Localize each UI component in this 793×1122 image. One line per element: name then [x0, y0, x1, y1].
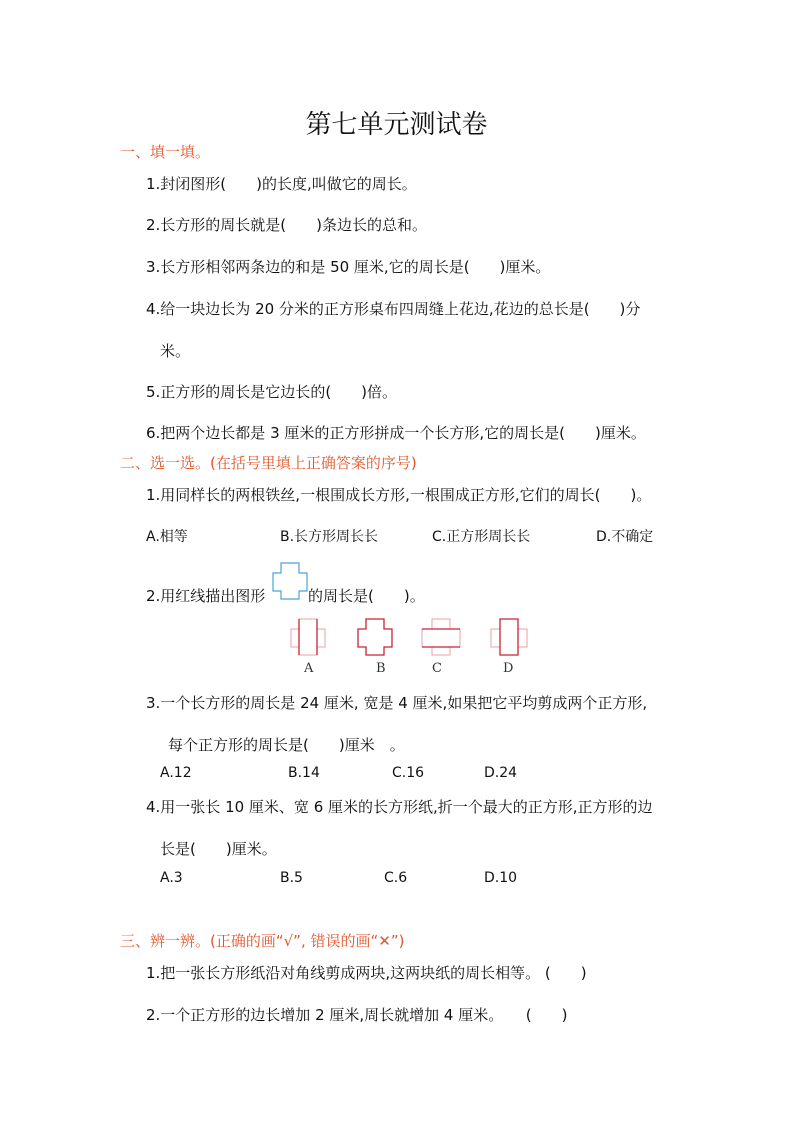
s2-q4-option-a: A.3 [160, 870, 183, 886]
s2-q3-option-b: B.14 [288, 765, 320, 781]
section2-heading: 二、选一选。(在括号里填上正确答案的序号) [120, 454, 417, 472]
figure-option-d [490, 618, 528, 656]
s2-q1-option-a: A.相等 [146, 529, 188, 545]
s2-question-3-line2: 每个正方形的周长是( )厘米 。 [168, 736, 405, 754]
s2-question-3-line1: 3.一个长方形的周长是 24 厘米, 宽是 4 厘米,如果把它平均剪成两个正方形, [146, 694, 648, 712]
s2-q3-option-d: D.24 [484, 765, 518, 781]
s1-question-3: 3.长方形相邻两条边的和是 50 厘米,它的周长是( )厘米。 [146, 258, 551, 276]
s3-question-1: 1.把一张长方形纸沿对角线剪成两块,这两块纸的周长相等。 ( ) [146, 964, 587, 982]
s1-question-6: 6.把两个边长都是 3 厘米的正方形拼成一个长方形,它的周长是( )厘米。 [146, 424, 646, 442]
figure-label-c: C [432, 661, 442, 676]
figure-option-a [290, 618, 326, 656]
s1-question-1: 1.封闭图形( )的长度,叫做它的周长。 [146, 175, 417, 193]
page-title: 第七单元测试卷 [305, 110, 488, 140]
s2-question-4-line2: 长是( )厘米。 [160, 840, 277, 858]
s2-question-1: 1.用同样长的两根铁丝,一根围成长方形,一根围成正方形,它们的周长( )。 [146, 486, 652, 504]
s1-question-5: 5.正方形的周长是它边长的( )倍。 [146, 383, 398, 401]
s1-question-2: 2.长方形的周长就是( )条边长的总和。 [146, 216, 428, 234]
s2-question-2-suffix: 的周长是( )。 [308, 587, 425, 605]
figure-option-b [357, 618, 393, 656]
s2-question-4-line1: 4.用一张长 10 厘米、宽 6 厘米的长方形纸,折一个最大的正方形,正方形的边 [146, 798, 653, 816]
section1-heading: 一、填一填。 [120, 143, 211, 161]
s2-q4-option-d: D.10 [484, 870, 518, 886]
section3-heading: 三、辨一辨。(正确的画“√”, 错误的画“✕”) [120, 932, 405, 950]
s2-q3-option-a: A.12 [160, 765, 192, 781]
figure-label-d: D [503, 661, 514, 676]
s2-q4-option-c: C.6 [384, 870, 408, 886]
figure-option-c [421, 618, 461, 656]
s2-q1-option-b: B.长方形周长长 [280, 529, 379, 545]
s1-question-4-line2: 米。 [160, 342, 191, 360]
s3-question-2: 2.一个正方形的边长增加 2 厘米,周长就增加 4 厘米。 ( ) [146, 1006, 568, 1024]
s2-question-2-prefix: 2.用红线描出图形 [146, 587, 266, 605]
s2-q3-option-c: C.16 [392, 765, 425, 781]
s2-q1-option-c: C.正方形周长长 [432, 529, 531, 545]
cross-shape-figure [272, 562, 308, 600]
s2-q1-option-d: D.不确定 [596, 529, 654, 545]
figure-label-a: A [304, 661, 314, 676]
s2-q4-option-b: B.5 [280, 870, 303, 886]
figure-label-b: B [376, 661, 386, 676]
s1-question-4-line1: 4.给一块边长为 20 分米的正方形桌布四周缝上花边,花边的总长是( )分 [146, 300, 641, 318]
